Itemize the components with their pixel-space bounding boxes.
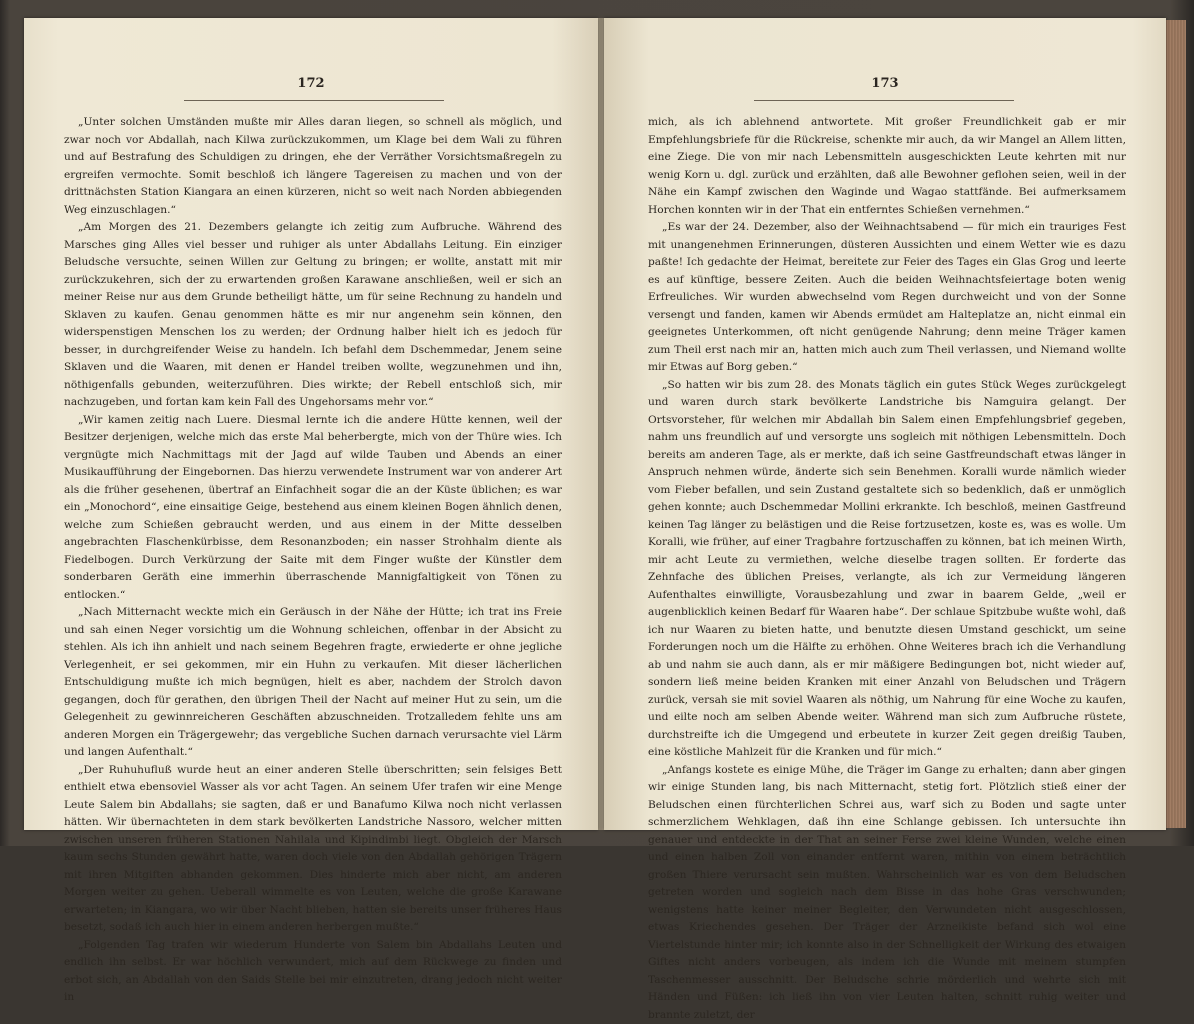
paragraph: „Am Morgen des 21. Dezembers gelangte ich zeitig zum Aufbruche. Während des Marsches ging Alles viel besser und ruhiger als unter Abdallahs Leitung. Ein einziger Beludsche versuchte, seinen Willen zur Geltung zu bringen; er wollte, anstatt mit mir zurückzukehren, sich der zu erwartenden großen Karawane anschließen, weil er sich an meiner Reise nur aus dem Grunde betheiligt hätte, um für seine Rechnung zu handeln und Sklaven zu kaufen. Genau genommen hätte es mir nur angenehm sein können, den widerspenstigen Menschen los zu werden; der Ordnung halber hielt ich es jedoch für besser, in durchgreifender Weise zu handeln. Ich befahl dem Dschemmedar, Jenem seine Sklaven und die Waaren, mit denen er Handel treiben wollte, wegzunehmen und ihn, nöthigenfalls gebunden, weiterzuführen. Dies wirkte; der Rebell entschloß sich, mir nachzugeben, und fortan kam kein Fall des Ungehorsams mehr vor.“ (64, 219, 562, 412)
paragraph: „Unter solchen Umständen mußte mir Alles daran liegen, so schnell als möglich, und zwar noch vor Abdallah, nach Kilwa zurückzukommen, um Klage bei dem Wali zu führen und auf Bestrafung des Schuldigen zu dringen, ehe der Verräther Vorsichtsmaßregeln zu ergreifen vermochte. Somit beschloß ich längere Tagereisen zu machen und von der drittnächsten Station Kiangara an einen kürzeren, nicht so weit nach Norden abbiegenden Weg einzuschlagen.“ (64, 114, 562, 219)
paragraph: „Es war der 24. Dezember, also der Weihnachtsabend — für mich ein trauriges Fest mit unangenehmen Erinnerungen, düsteren Aussichten und einem Wetter wie es dazu paßte! Ich gedachte der Heimat, bereitete zur Feier des Tages ein Glas Grog und leerte es auf künftige, bessere Zeiten. Auch die beiden Weihnachtsfeiertage boten wenig Erfreuliches. Wir wurden abwechselnd vom Regen durchweicht und von der Sonne versengt und fanden, kamen wir Abends ermüdet am Halteplatze an, nicht einmal ein geeignetes Unterkommen, oft nicht genügende Nahrung; denn meine Träger kamen zum Theil erst nach mir an, hatten mich auch zum Theil verlassen, und Niemand wollte mir Etwas auf Borg geben.“ (648, 219, 1126, 377)
paragraph: „Folgenden Tag trafen wir wiederum Hunderte von Salem bin Abdallahs Leuten und endlich ihn selbst. Er war höchlich verwundert, mich auf dem Rückwege zu finden und erbot sich, an Abdallah von den Saids Stelle bei mir einzutreten, drang jedoch nicht weiter in (64, 937, 562, 1007)
header-rule (754, 100, 1014, 101)
page-text (64, 114, 562, 1007)
page-edges (1166, 20, 1186, 828)
right-page (604, 18, 1166, 830)
page-text (648, 114, 1126, 1024)
paragraph: mich, als ich ablehnend antwortete. Mit großer Freundlichkeit gab er mir Empfehlungsbriefe für die Rückreise, schenkte mir auch, da wir Mangel an Allem litten, eine Ziege. Die von mir nach Lebensmitteln ausgeschickten Leute kehrten mit nur wenig Korn u. dgl. zurück und erzählten, daß alle Bewohner geflohen seien, weil in der Nähe ein Kampf zwischen den Waginde und Wagao stattfände. Bei aufmerksamem Horchen konnten wir in der That ein entferntes Schießen vernehmen.“ (648, 114, 1126, 219)
page-number: 172 (24, 76, 598, 91)
page-number: 173 (604, 76, 1166, 91)
header-rule (184, 100, 444, 101)
paragraph: „Nach Mitternacht weckte mich ein Geräusch in der Nähe der Hütte; ich trat ins Freie und sah einen Neger vorsichtig um die Wohnung schleichen, offenbar in der Absicht zu stehlen. Als ich ihn anhielt und nach seinem Begehren fragte, erwiederte er ohne jegliche Verlegenheit, er sei gekommen, mir ein Huhn zu verkaufen. Mit dieser lächerlichen Entschuldigung mußte ich mich begnügen, hielt es aber, nachdem der Strolch davon gegangen, doch für gerathen, den übrigen Theil der Nacht auf meiner Hut zu sein, um die Gelegenheit zu gewinnreicheren Geschäften abzuschneiden. Trotzalledem fehlte uns am anderen Morgen ein Trägergewehr; das vergebliche Suchen darnach verursachte viel Lärm und langen Aufenthalt.“ (64, 604, 562, 762)
paragraph: „Wir kamen zeitig nach Luere. Diesmal lernte ich die andere Hütte kennen, weil der Besitzer derjenigen, welche mich das erste Mal beherbergte, mich von der Thüre wies. Ich vergnügte mich Nachmittags mit der Jagd auf wilde Tauben und Abends an einer Musikaufführung der Eingebornen. Das hierzu verwendete Instrument war von anderer Art als die früher gesehenen, übertraf an Einfachheit sogar die an der Küste üblichen; es war ein „Monochord“, eine einsaitige Geige, bestehend aus einem kleinen Bogen ähnlich denen, welche zum Schießen gebraucht werden, und aus einem in der Mitte desselben angebrachten Flaschenkürbisse, dem Resonanzboden; ein nasser Strohhalm diente als Fiedelbogen. Durch Verkürzung der Saite mit dem Finger wußte der Künstler dem sonderbaren Geräth eine immerhin überraschende Mannigfaltigkeit von Tönen zu entlocken.“ (64, 412, 562, 605)
left-page (24, 18, 598, 830)
paragraph: „Anfangs kostete es einige Mühe, die Träger im Gange zu erhalten; dann aber gingen wir einige Stunden lang, bis nach Mitternacht, stetig fort. Plötzlich stieß einer der Beludschen einen fürchterlichen Schrei aus, warf sich zu Boden und sagte unter schmerzlichem Wehklagen, daß ihn eine Schlange gebissen. Ich untersuchte ihn genauer und entdeckte in der That an seiner Ferse zwei kleine Wunden, welche einen und einen halben Zoll von einander entfernt waren, mithin von einem beträchtlich großen Thiere verursacht sein mußten. Wahrscheinlich war es von dem Beludschen getreten worden und sogleich nach dem Bisse in das hohe Gras verschwunden; wenigstens hatte keiner meiner Begleiter, den Verwundeten nicht ausgeschlossen, etwas Kriechendes gesehen. Der Träger der Arzneikiste befand sich wol eine Viertelstunde hinter mir; ich konnte also in der Schnelligkeit der Wirkung des etwaigen Giftes nicht anders vorbeugen, als indem ich die Wunde mit meinem stumpfen Taschenmesser ausschnitt. Der Beludsche schrie mörderlich und wehrte sich mit Händen und Füßen: ich ließ ihn von vier Leuten halten, schnitt ruhig weiter und brannte zuletzt, der (648, 762, 1126, 1024)
paragraph: „Der Ruhuhufluß wurde heut an einer anderen Stelle überschritten; sein felsiges Bett enthielt etwa ebensoviel Wasser als vor acht Tagen. An seinem Ufer trafen wir eine Menge Leute Salem bin Abdallahs; sie sagten, daß er und Banafumo Kilwa noch nicht verlassen hätten. Wir übernachteten in dem stark bevölkerten Landstriche Nassoro, welcher mitten zwischen unseren früheren Stationen Nahilala und Kipindimbi liegt. Obgleich der Marsch kaum sechs Stunden gewährt hatte, waren doch viele von den Abdallah gehörigen Trägern mit ihren Mitgiften abhanden gekommen. Dies hinderte mich aber nicht, am anderen Morgen weiter zu gehen. Ueberall wimmelte es von Leuten, welche die große Karawane erwarteten; in Kiangara, wo wir über Nacht blieben, hatten sie bereits unser früheres Haus besetzt, sodaß ich auch hier in einem anderen herbergen mußte.“ (64, 762, 562, 937)
paragraph: „So hatten wir bis zum 28. des Monats täglich ein gutes Stück Weges zurückgelegt und waren durch stark bevölkerte Landstriche bis Namguira gelangt. Der Ortsvorsteher, für welchen mir Abdallah bin Salem einen Empfehlungsbrief gegeben, nahm uns freundlich auf und versorgte uns sogleich mit nöthigen Lebensmitteln. Doch bereits am anderen Tage, als er merkte, daß ich seine Gastfreundschaft etwas länger in Anspruch nehmen würde, änderte sich sein Benehmen. Koralli wurde nämlich wieder vom Fieber befallen, und sein Zustand gestaltete sich so bedenklich, daß er unmöglich gehen konnte; auch Dschemmedar Mollini erkrankte. Ich beschloß, meinen Gastfreund keinen Tag länger zu belästigen und die Reise fortzusetzen, koste es, was es wolle. Um Koralli, wie früher, auf einer Tragbahre fortzuschaffen zu können, bat ich meinen Wirth, mir acht Leute zu vermiethen, welche dieselbe tragen sollten. Er forderte das Zehnfache des üblichen Preises, verlangte, als ich zur Vermeidung längeren Aufenthaltes einwilligte, Vorausbezahlung und zwar in baarem Gelde, „weil er augenblicklich keinen Bedarf für Waaren habe“. Der schlaue Spitzbube wußte wohl, daß ich nur Waaren zu bieten hatte, und benutzte diesen Umstand geschickt, um seine Forderungen noch um die Hälfte zu erhöhen. Ohne Weiteres brach ich die Verhandlung ab und nahm sie auch dann, als er mir mäßigere Bedingungen bot, nicht wieder auf, sondern ließ meine beiden Kranken mit einer Anzahl von Beludschen und Trägern zurück, versah sie mit soviel Waaren als nöthig, um Nahrung für eine Woche zu kaufen, und eilte noch am selben Abende weiter. Während man sich zum Aufbruche rüstete, durchstreifte ich die Umgegend und erbeutete in kurzer Zeit gegen dreißig Tauben, eine köstliche Mahlzeit für die Kranken und für mich.“ (648, 377, 1126, 762)
